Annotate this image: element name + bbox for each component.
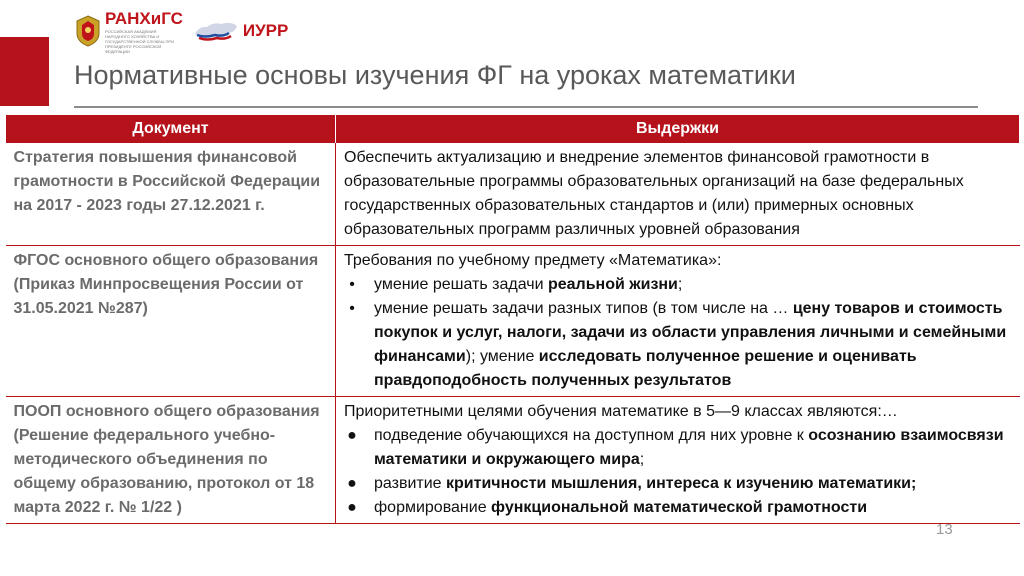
row2-document: ФГОС основного общего образования (Приказ Минпросвещения России от 31.05.2021 №287) xyxy=(6,246,336,397)
row3-excerpt xyxy=(336,397,1020,524)
list-item xyxy=(344,472,1014,496)
row3-intro: Приоритетными целями обучения математике в 5—9 классах являются:… xyxy=(344,403,898,420)
table-row xyxy=(6,246,1020,397)
item-text: формирование xyxy=(374,499,492,516)
item-text: умение решать задачи xyxy=(374,276,548,293)
item-text: развитие xyxy=(374,475,446,492)
row1-excerpt: Обеспечить актуализацию и внедрение элементов финансовой грамотности в образовательные программы образовательных организаций на базе федеральных государственных образовательных стандартов и (или) примерных основных образовательных программ различных уровней образования xyxy=(336,143,1020,246)
title-divider xyxy=(74,106,978,108)
bullet-icon: • xyxy=(349,276,355,293)
ranepa-logo-caption: РОССИЙСКАЯ АКАДЕМИЯ НАРОДНОГО ХОЗЯЙСТВА И ГОСУДАРСТВЕННОЙ СЛУЖБЫ ПРИ ПРЕЗИДЕНТЕ РОССИЙСКОЙ ФЕДЕРАЦИИ xyxy=(105,28,174,54)
bullet-icon: • xyxy=(349,300,355,317)
item-emphasis: функциональной математической грамотности xyxy=(491,499,868,516)
bullet-icon: ● xyxy=(347,475,357,492)
header-excerpts: Выдержки xyxy=(336,115,1020,143)
item-emphasis: цену товаров и стоимость покупок и услуг, налоги, задачи из области управления личными и семейными финансами xyxy=(374,300,1007,365)
list-item xyxy=(344,496,1014,520)
row2-excerpt xyxy=(336,246,1020,397)
list-item xyxy=(344,273,1014,297)
bullet-icon: ● xyxy=(347,499,357,516)
list-item xyxy=(344,297,1014,393)
item-text: подведение обучающихся на доступном для них уровне к xyxy=(374,427,809,444)
ranepa-logo xyxy=(75,9,183,54)
table-row xyxy=(6,397,1020,524)
item-emphasis: осознанию взаимосвязи математики и окружающего мира xyxy=(374,427,1004,468)
row3-document: ПООП основного общего образования (Решение федерального учебно-методического объединения по общему образованию, протокол от 18 марта 2022 г. № 1/22 ) xyxy=(6,397,336,524)
table-header-row xyxy=(6,115,1020,143)
row1-document: Стратегия повышения финансовой грамотности в Российской Федерации на 2017 - 2023 годы 27.12.2021 г. xyxy=(6,143,336,246)
table-row xyxy=(6,143,1020,246)
row2-bullets xyxy=(344,273,1014,393)
item-text: ); умение xyxy=(465,348,539,365)
page-number: 13 xyxy=(936,521,953,538)
bullet-icon: ● xyxy=(347,427,357,444)
row3-bullets xyxy=(344,424,1014,520)
iurr-logo-text: ИУРР xyxy=(242,21,289,40)
item-emphasis: реальной жизни xyxy=(547,276,678,293)
item-emphasis: исследовать полученное решение и оценивать правдоподобность полученных результатов xyxy=(374,348,917,389)
iurr-logo xyxy=(193,18,288,44)
header-document: Документ xyxy=(6,115,336,143)
ranepa-emblem-icon xyxy=(75,15,101,47)
item-emphasis: критичности мышления, интереса к изучению математики; xyxy=(446,475,917,492)
item-text: ; xyxy=(677,276,683,293)
page-title: Нормативные основы изучения ФГ на уроках математики xyxy=(74,60,796,90)
documents-table xyxy=(5,115,1020,524)
item-text: ; xyxy=(639,451,645,468)
russia-map-icon xyxy=(193,18,239,44)
red-accent-bar xyxy=(0,37,49,106)
ranepa-logo-text: РАНХиГС xyxy=(105,8,183,28)
item-text: умение решать задачи разных типов (в том числе на … xyxy=(374,300,793,317)
header-logos xyxy=(75,8,289,54)
row2-intro: Требования по учебному предмету «Математика»: xyxy=(344,252,722,269)
list-item xyxy=(344,424,1014,472)
